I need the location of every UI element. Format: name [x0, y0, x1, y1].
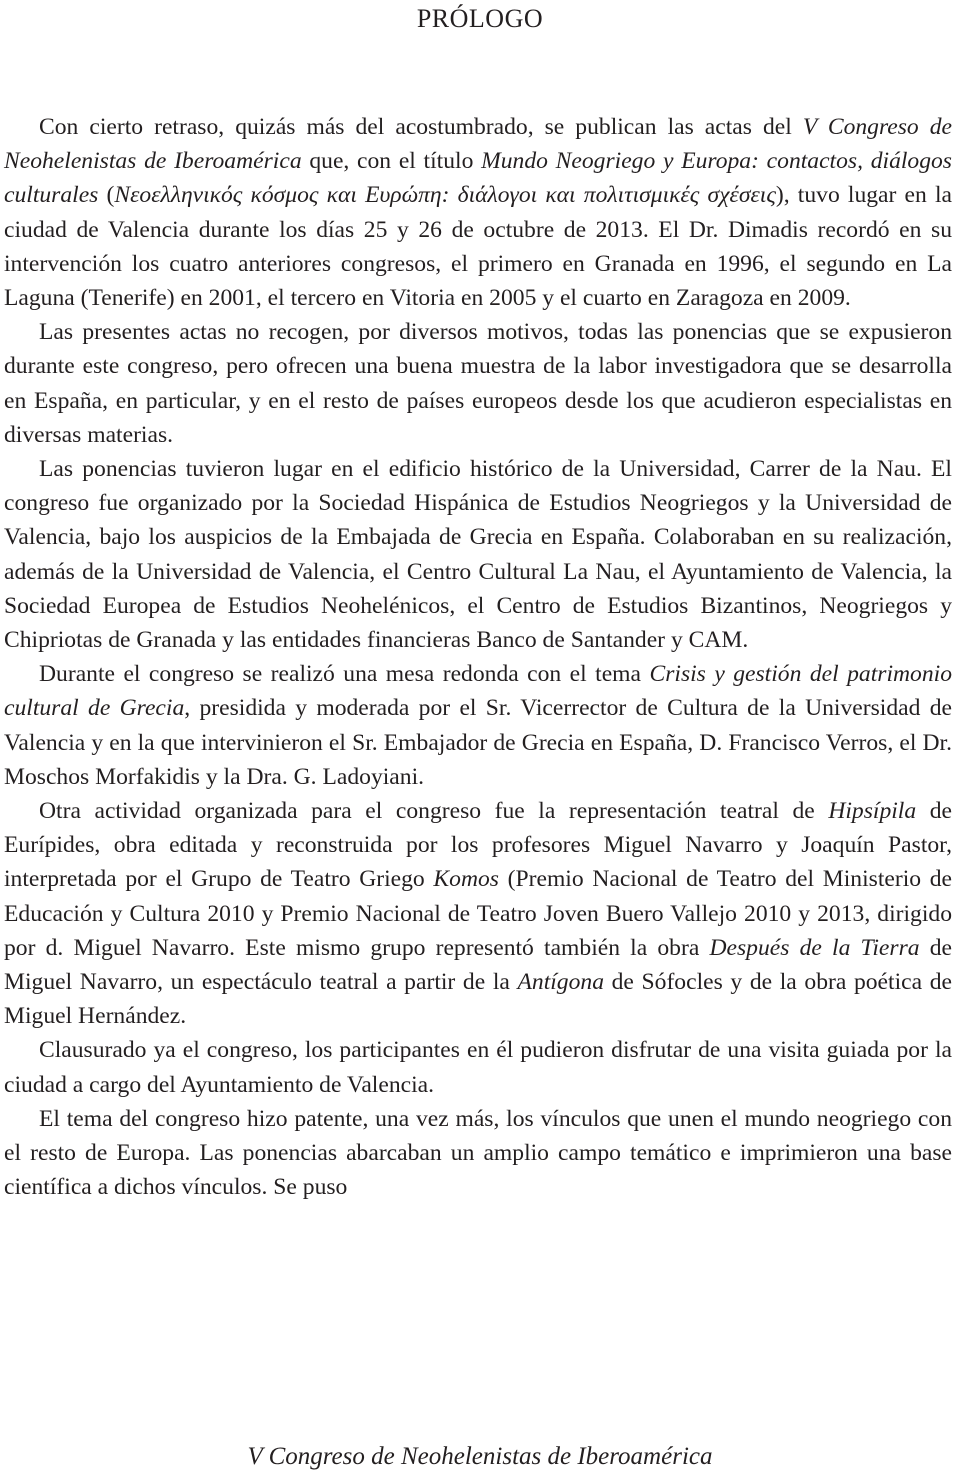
text-run: ), tuvo lugar en la ciudad de Valencia durante los días 25 y 26 de octubre de 2013. El Dr. Dimadis recordó en su intervención los cuatro anteriores congresos, el primero en Granada en 1996, el segundo en La Laguna (Tenerife) en 2001, el tercero en Vitoria en 2005 y el cuarto en Zaragoza en 2009. [4, 182, 952, 312]
text-run: Las presentes actas no recogen, por diversos motivos, todas las ponencias que se expusieron durante este congreso, pero ofrecen una buena muestra de la labor investigadora que se desarrolla en España, en particular, y en el resto de países europeos desde los que acudieron especialistas en diversas materias. [4, 319, 952, 448]
text-run: Con cierto retraso, quizás más del acostumbrado, se publican las actas del [39, 114, 803, 140]
italic-text: Crisis y gestión del patrimonio cultural de Grecia [4, 661, 952, 722]
italic-text: Mundo Neogriego y Europa: contactos, diálogos culturales [4, 148, 952, 209]
italic-text: Νεοελληνικός κόσμος και Ευρώπη: διάλογοι και πολιτισμικές σχέσεις [114, 182, 776, 209]
italic-text: V Congreso de Neohelenistas de Iberoamérica [4, 114, 953, 175]
paragraph [4, 1102, 952, 1205]
running-footer: V Congreso de Neohelenistas de Iberoamérica [247, 1443, 713, 1470]
text-run: de Sófocles y de la obra poética de Miguel Hernández. [4, 969, 952, 1030]
text-run: ( [98, 182, 115, 209]
paragraph [4, 1033, 952, 1101]
paragraph [4, 315, 952, 452]
text-run: Clausurado ya el congreso, los participantes en él pudieron disfrutar de una visita guiada por la ciudad a cargo del Ayuntamiento de Valencia. [4, 1037, 952, 1098]
text-run: que, con el título [301, 148, 482, 175]
text-run: El tema del congreso hizo patente, una vez más, los vínculos que unen el mundo neogriego con el resto de Europa. Las ponencias abarcaban un amplio campo temático e imprimieron una base científica a dichos vínculos. Se puso [4, 1105, 952, 1201]
italic-text: Antígona [517, 969, 604, 996]
text-run: Las ponencias tuvieron lugar en el edificio histórico de la Universidad, Carrer de la Nau. El congreso fue organizado por la Sociedad Hispánica de Estudios Neogriegos y la Universidad de Valencia, bajo los auspicios de la Embajada de Grecia en España. Colaboraban en su realización, además de la Universidad de Valencia, el Centro Cultural La Nau, el Ayuntamiento de Valencia, la Sociedad Europea de Estudios Neohelénicos, el Centro de Estudios Bizantinos, Neogriegos y Chipriotas de Granada y las entidades financieras Banco de Santander y CAM. [4, 456, 952, 654]
body-text [4, 110, 952, 1205]
text-run: de Eurípides, obra editada y reconstruida por los profesores Miguel Navarro y Joaquín Pastor, interpretada por el Grupo de Teatro Griego [4, 798, 952, 893]
text-run: (Premio Nacional de Teatro del Ministerio de Educación y Cultura 2010 y Premio Nacional de Teatro Joven Buero Vallejo 2010 y 2013, dirigido por d. Miguel Navarro. Este mismo grupo representó también la obra [4, 866, 952, 961]
text-run: Durante el congreso se realizó una mesa redonda con el tema [39, 661, 650, 688]
text-run: , presidida y moderada por el Sr. Vicerrector de Cultura de la Universidad de Valencia y en la que intervinieron el Sr. Embajador de Grecia en España, D. Francisco Verros, el Dr. Moschos Morfakidis y la Dra. G. Ladoyiani. [4, 695, 952, 790]
paragraph [4, 794, 952, 1033]
text-run: de Miguel Navarro, un espectáculo teatral a partir de la [4, 934, 953, 996]
paragraph [4, 452, 952, 657]
text-run: Otra actividad organizada para el congreso fue la representación teatral de [39, 798, 829, 825]
paragraph [4, 110, 952, 315]
paragraph [4, 657, 952, 794]
italic-text: Hipsípila [828, 798, 917, 825]
italic-text: Komos [433, 866, 499, 893]
page-title: PRÓLOGO [416, 4, 544, 33]
italic-text: Después de la Tierra [709, 934, 920, 961]
